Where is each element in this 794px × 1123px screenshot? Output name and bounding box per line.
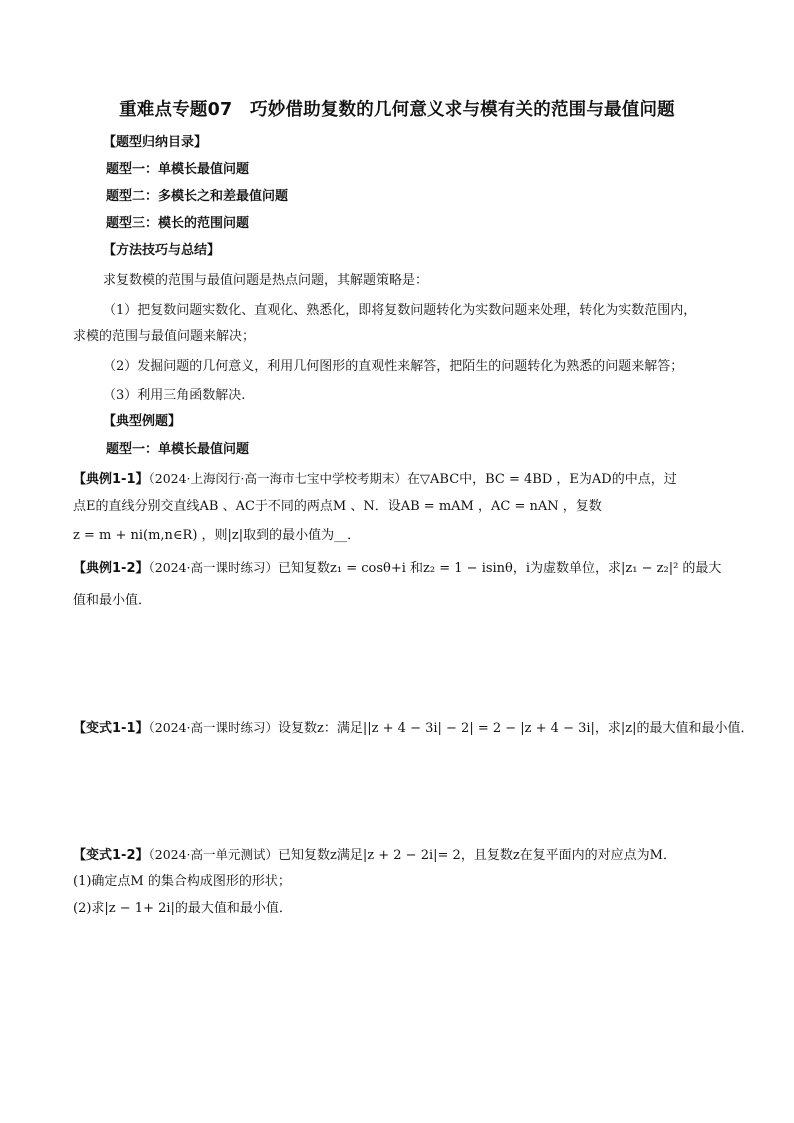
example-1-2-line1 [73,559,721,578]
page-title: 重难点专题07 巧妙借助复数的几何意义求与模有关的范围与最值问题 [119,100,675,120]
variant-1-2-label: 【变式1-2】 [73,848,149,863]
method-p3: （3）利用三角函数解决. [103,388,246,403]
example-1-2-source: （2024·高一课时练习） [148,560,279,575]
example-1-2-text1: 已知复数z₁ = cosθ+i 和z₂ = 1 − isinθ，i为虚数单位，求|z₁ − z₂|² 的最大 [278,561,722,576]
catalog-item-3: 题型三：模长的范围问题 [106,216,250,231]
method-heading: 【方法技巧与总结】 [103,243,221,258]
example-1-1-source: （2024·上海闵行·高一海市七宝中学校考期末） [148,471,408,486]
variant-1-1-text1: 设复数z：满足||z + 4 − 3i| − 2| = 2 − |z + 4 − 3i|，求|z|的最大值和最小值． [278,721,754,736]
catalog-item-2: 题型二：多模长之和差最值问题 [106,189,289,204]
catalog-item-1: 题型一：单模长最值问题 [106,162,250,177]
examples-heading: 【典型例题】 [103,414,182,429]
example-1-1-line3: z = m + ni(m,n∈R) ，则|z|取到的最小值为__． [73,528,361,543]
variant-1-2-q1: (1)确定点M 的集合构成图形的形状； [73,874,291,889]
variant-1-1-label: 【变式1-1】 [73,721,149,736]
example-1-2-label: 【典例1-2】 [73,561,149,576]
method-intro: 求复数模的范围与最值问题是热点问题，其解题策略是： [103,273,429,288]
type1-heading: 题型一：单模长最值问题 [106,442,250,457]
catalog-heading: 【题型归纳目录】 [103,135,208,150]
variant-1-2-source: （2024·高一单元测试） [148,847,279,862]
example-1-1-line2: 点E的直线分别交直线AB 、AC于不同的两点M 、N．设AB = mAM ，AC = nAN ，复数 [73,499,602,514]
variant-1-1-source: （2024·高一课时练习） [148,720,279,735]
variant-1-2-text1: 已知复数z满足|z + 2 − 2i|= 2，且复数z在复平面内的对应点为M． [278,848,676,863]
variant-1-1-line1 [73,719,754,738]
method-p1-line2: 求模的范围与最值问题来解决； [73,329,256,344]
example-1-1-label: 【典例1-1】 [73,472,149,487]
variant-1-2-q2: (2)求|z − 1+ 2i|的最大值和最小值． [73,901,292,916]
method-p1-line1: （1）把复数问题实数化、直观化、熟悉化，即将复数问题转化为实数问题来处理，转化为实数范围内， [103,303,697,318]
example-1-2-line2: 值和最小值． [73,593,152,608]
example-1-1-line1 [73,470,677,489]
method-p2: （2）发掘问题的几何意义，利用几何图形的直观性来解答，把陌生的问题转化为熟悉的问题来解答； [103,359,684,374]
variant-1-2-line1 [73,846,676,865]
example-1-1-text1: 在▽ABC中，BC = 4BD ，E为AD的中点，过 [407,472,677,487]
